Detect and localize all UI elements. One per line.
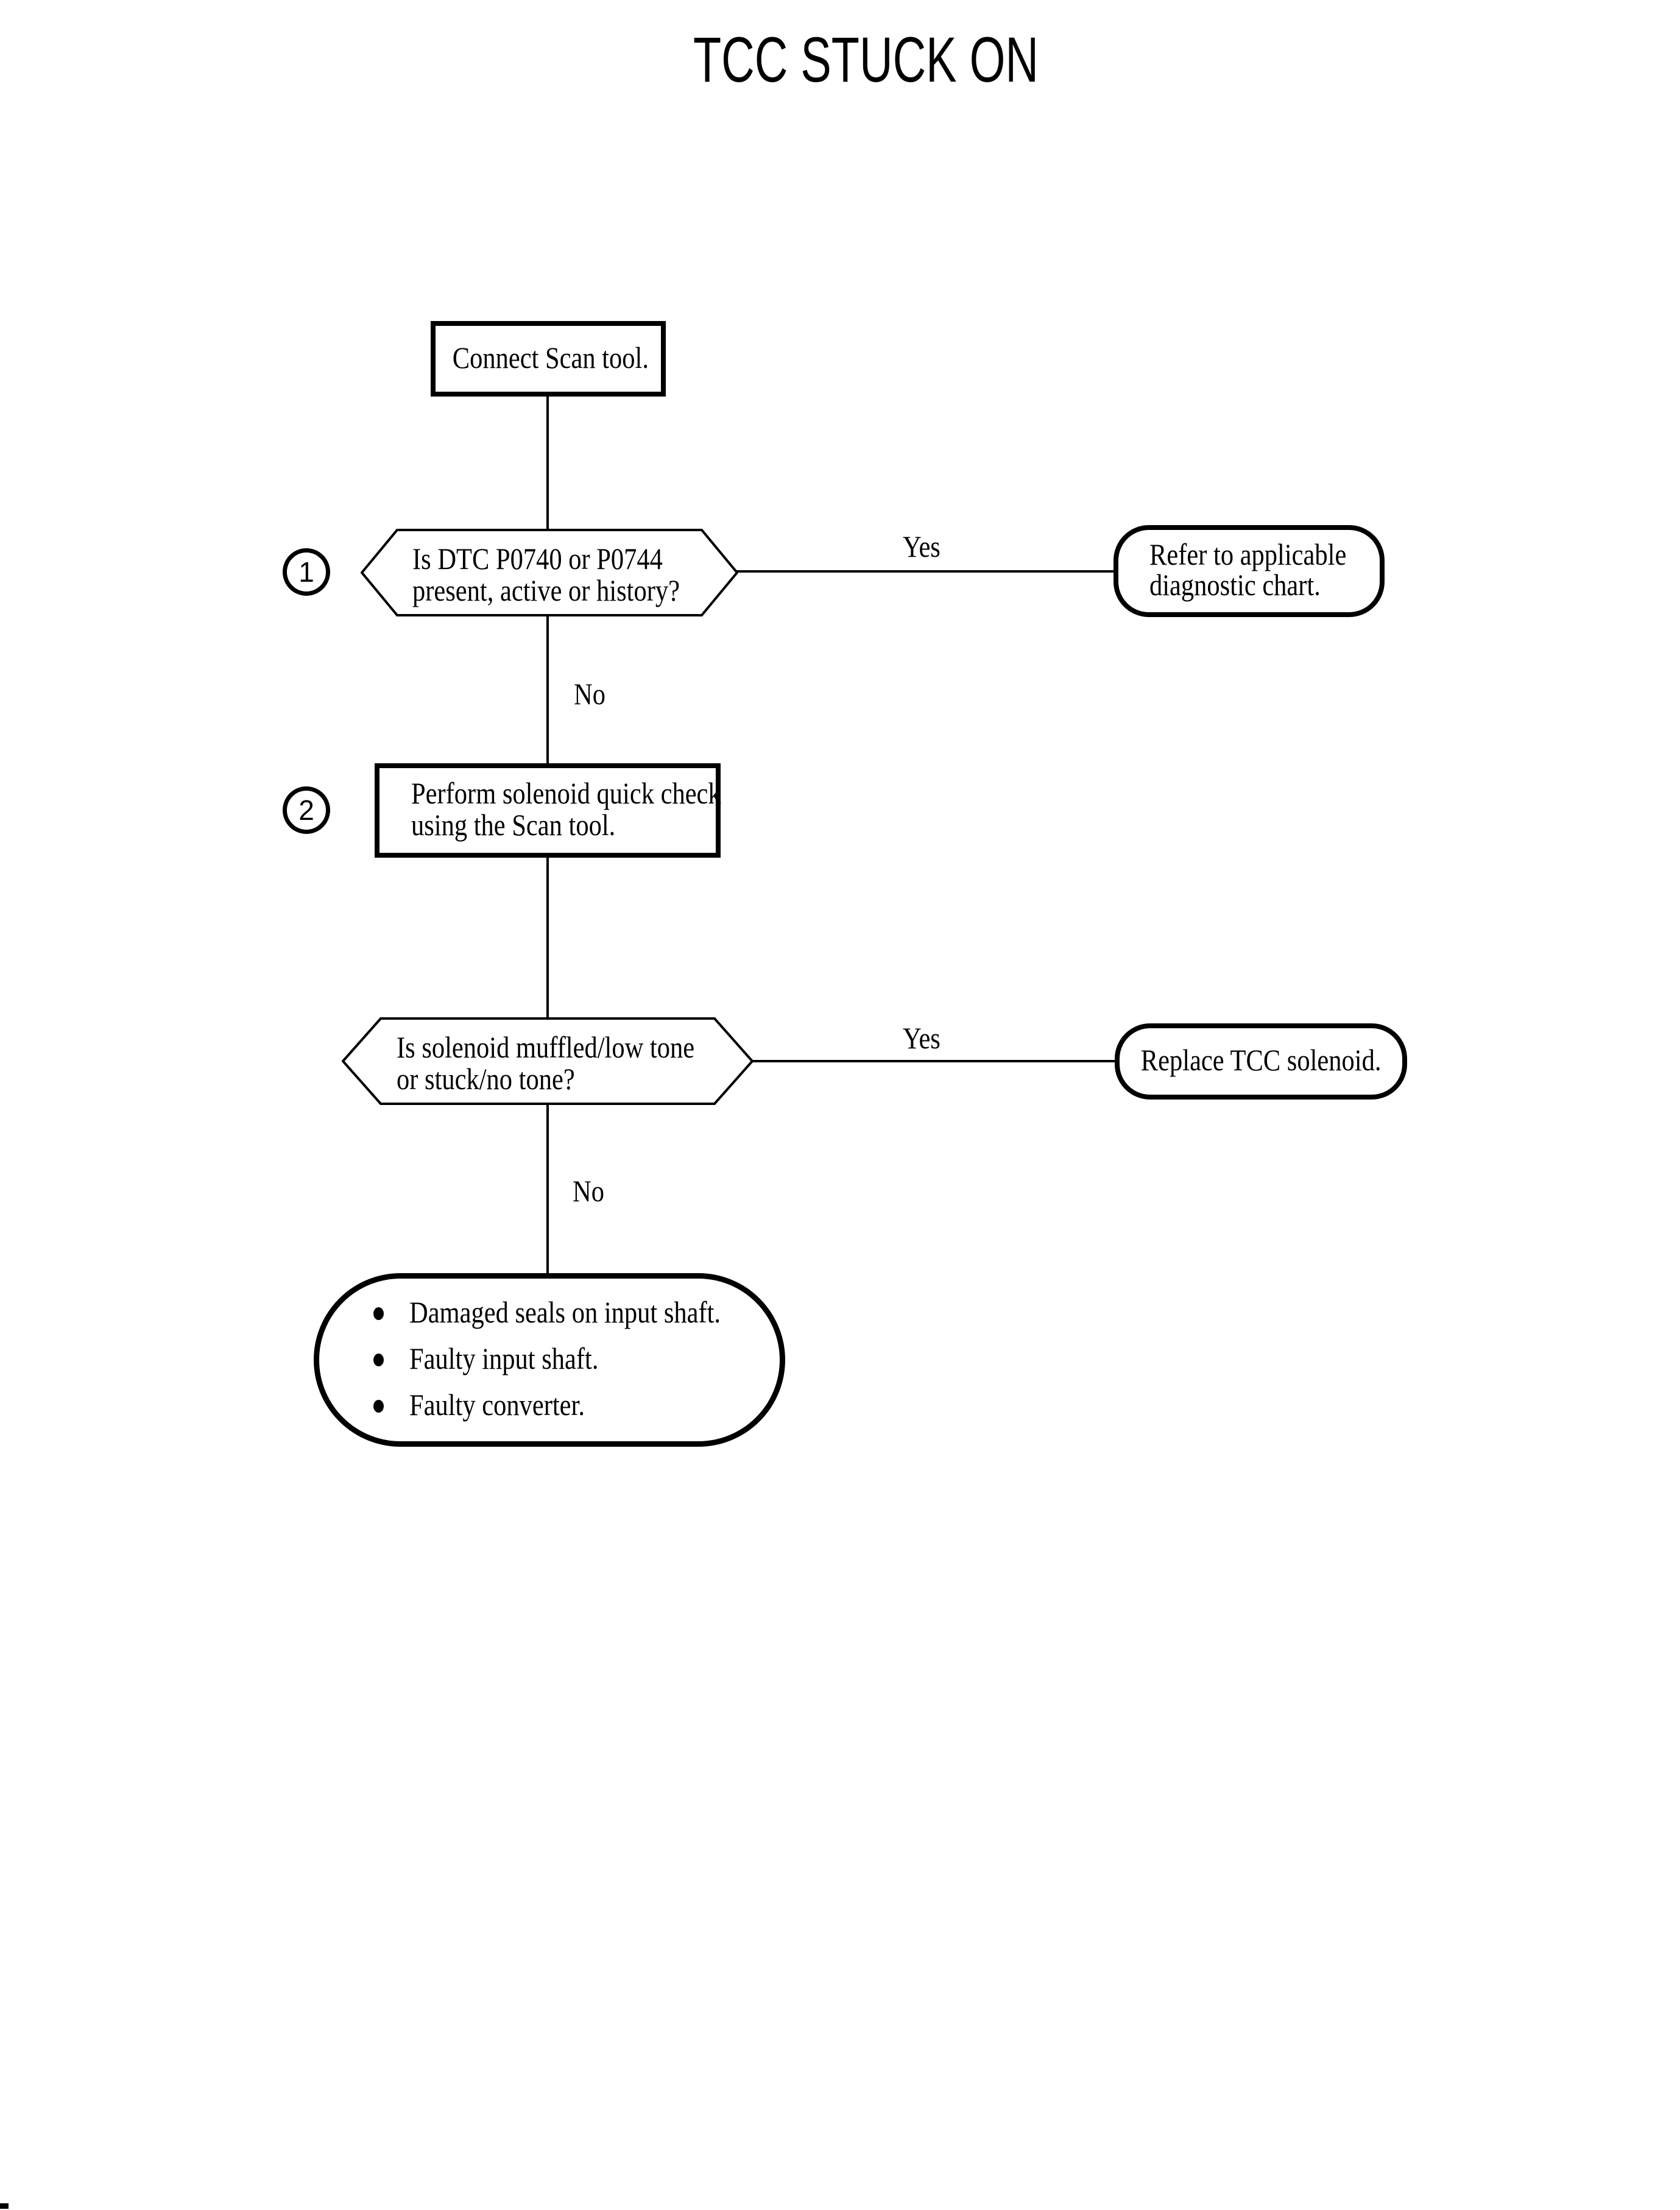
start-box-label: Connect Scan tool. <box>452 341 649 375</box>
decision1-yes-label: Yes <box>903 529 941 563</box>
connector-decision2-yes-to-result2 <box>752 1060 1117 1062</box>
connector-decision1-yes-to-result1 <box>736 570 1116 573</box>
step-badge-2-number: 2 <box>298 794 314 826</box>
decision2-question <box>397 1031 694 1095</box>
result1-label <box>1149 539 1346 600</box>
action2-line2: using the Scan tool. <box>411 808 616 842</box>
bullet-icon <box>373 1400 384 1413</box>
decision2-question-line1: Is solenoid muffled/low tone <box>397 1030 695 1064</box>
result1-line1: Refer to applicable <box>1149 537 1347 571</box>
connector-action2-to-decision2 <box>546 856 549 1020</box>
decision2-yes-label: Yes <box>903 1021 941 1055</box>
decision2-no-label: No <box>573 1174 604 1208</box>
scan-artifact-mark <box>0 2203 9 2209</box>
terminal-item-2: Faulty input shaft. <box>409 1341 599 1375</box>
decision1-question-line1: Is DTC P0740 or P0744 <box>412 542 663 576</box>
bullet-icon <box>373 1307 384 1320</box>
terminal-item-3: Faulty converter. <box>409 1388 585 1422</box>
decision1-question <box>412 543 680 606</box>
connector-decision1-no-to-action2 <box>546 613 549 764</box>
step-badge-1 <box>283 548 330 596</box>
connector-start-to-decision1 <box>546 397 549 530</box>
step-badge-2 <box>283 786 330 834</box>
decision1-no-label: No <box>574 677 605 711</box>
result1-line2: diagnostic chart. <box>1149 568 1321 602</box>
decision2-question-line2: or stuck/no tone? <box>397 1062 575 1096</box>
action2-label <box>411 777 721 841</box>
connector-decision2-no-to-terminal <box>546 1101 549 1276</box>
bullet-icon <box>373 1354 384 1366</box>
decision1-question-line2: present, active or history? <box>412 573 680 607</box>
result2-label: Replace TCC solenoid. <box>1140 1043 1382 1077</box>
step-badge-1-number: 1 <box>298 556 314 588</box>
terminal-item-1: Damaged seals on input shaft. <box>409 1295 721 1329</box>
page-title: TCC STUCK ON <box>693 24 1039 96</box>
action2-line1: Perform solenoid quick check <box>411 776 721 810</box>
